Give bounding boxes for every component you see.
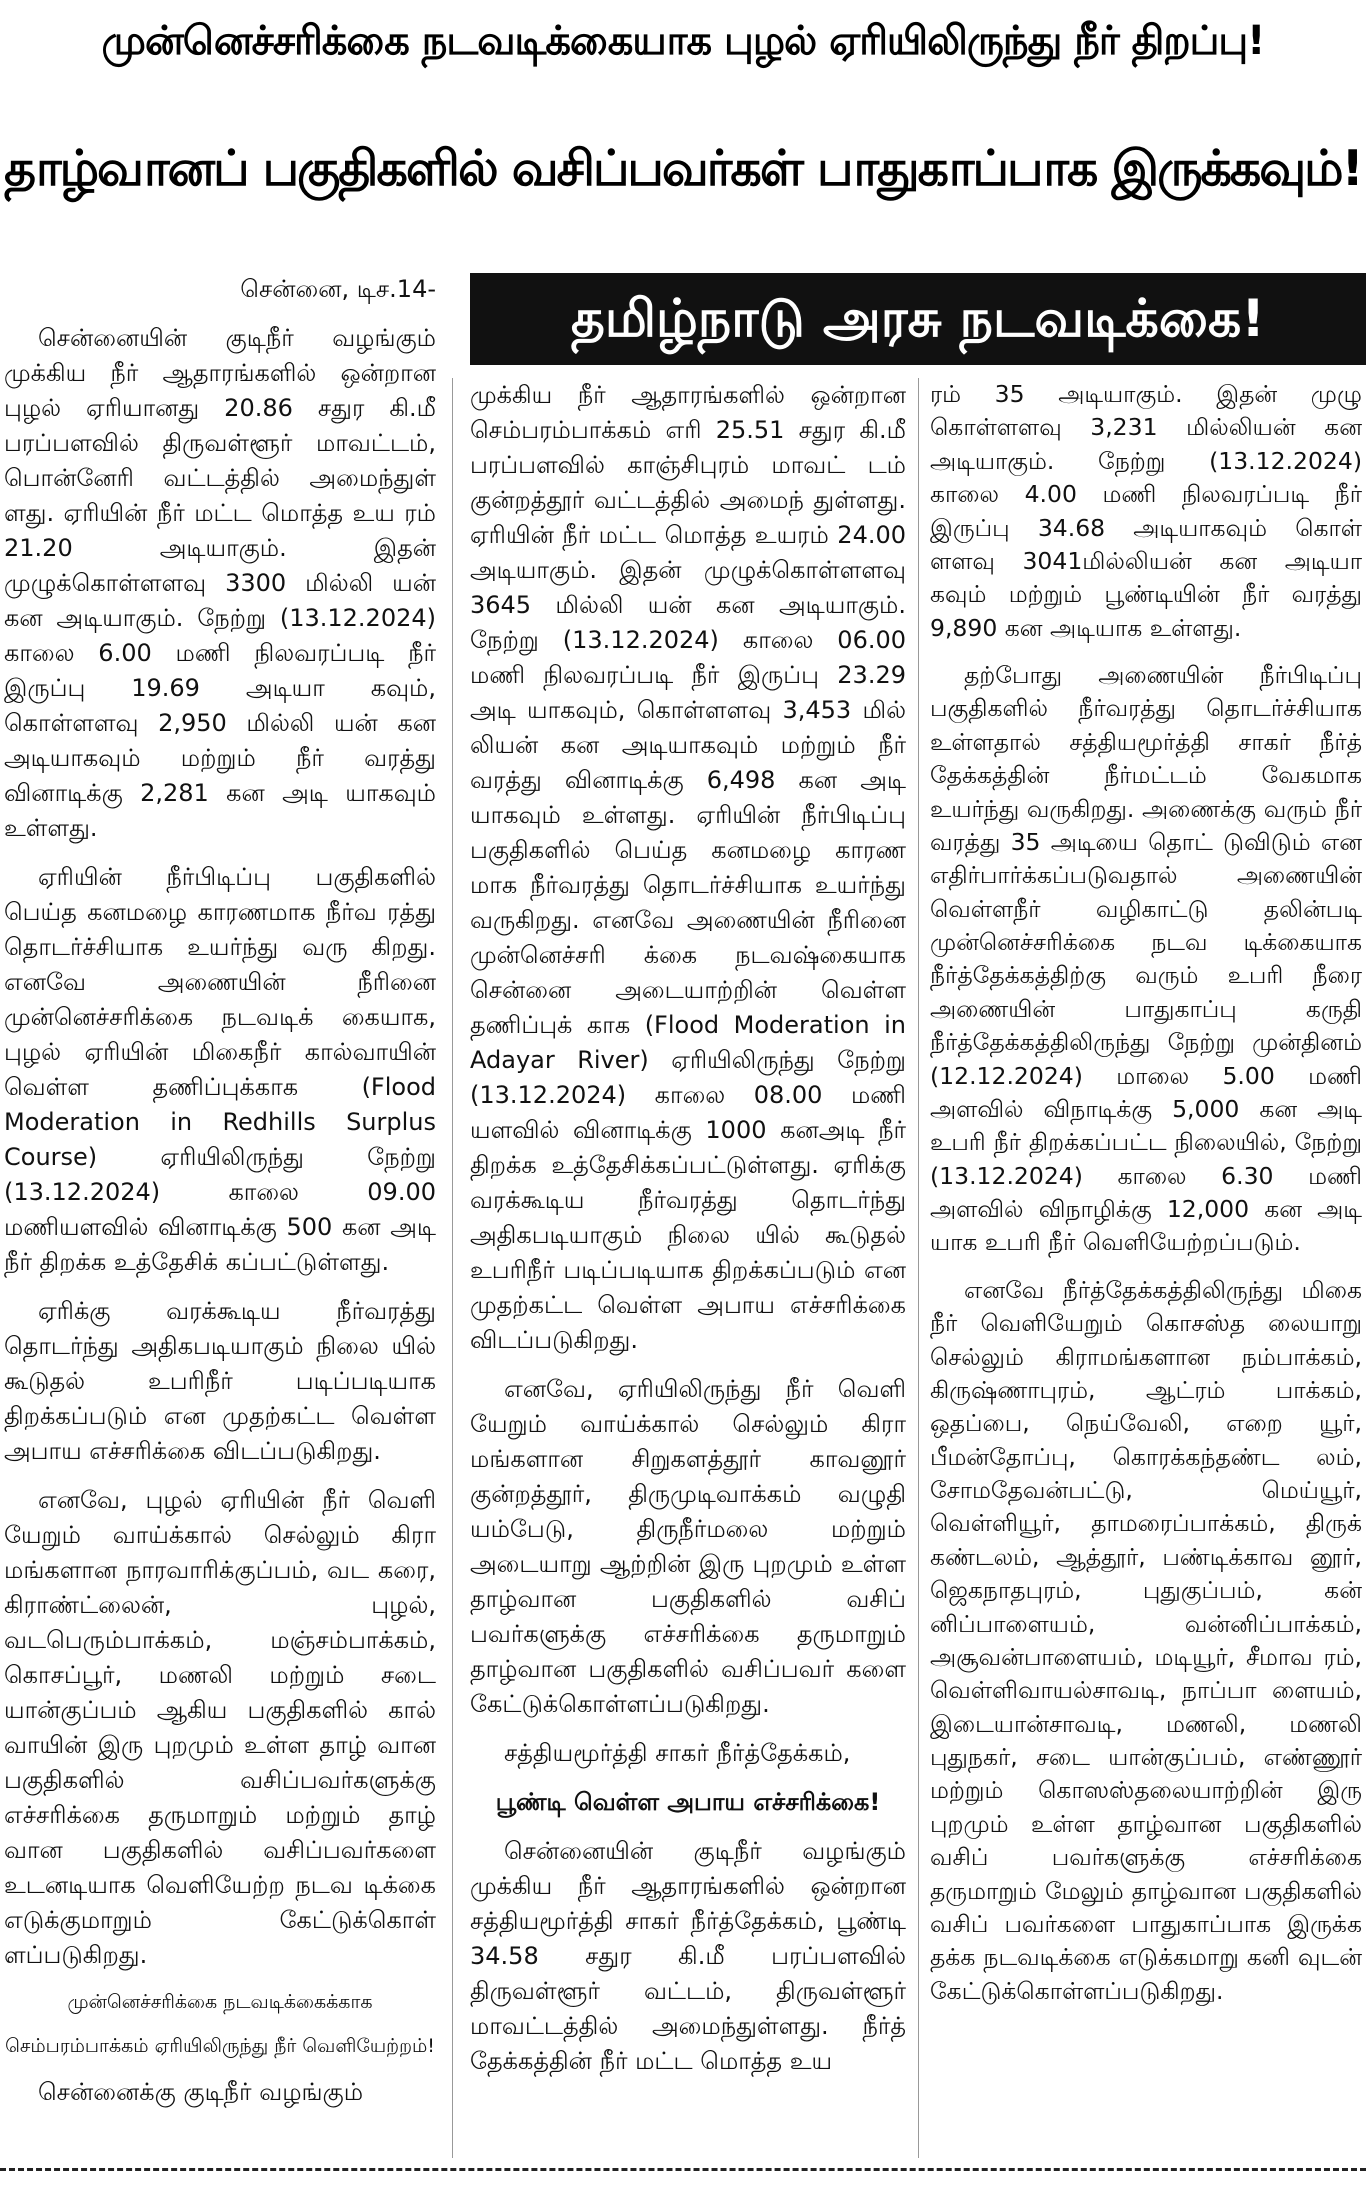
column-divider	[452, 378, 453, 2158]
article-column-3	[930, 378, 1362, 2022]
footer-dashed-rule	[0, 2168, 1366, 2171]
article-column-1	[4, 272, 436, 2124]
section-banner: தமிழ்நாடு அரசு நடவடிக்கை!	[470, 273, 1366, 365]
paragraph: எனவே, புழல் ஏரியின் நீர் வெளி யேறும் வாய்க்கால் செல்லும் கிரா மங்களான நாரவாரிக்குப்பம், வட கரை, கிராண்ட்லைன், புழல், வடபெரும்பாக்கம், மஞ்சம்பாக்கம், கொசப்பூர், மணலி மற்றும் சடை யான்குப்பம் ஆகிய பகுதிகளில் கால் வாயின் இரு புறமும் உள்ள தாழ் வான பகுதிகளில் வசிப்பவர்களுக்கு எச்சரிக்கை தருமாறும் மற்றும் தாழ் வான பகுதிகளில் வசிப்பவர்களை உடனடியாக வெளியேற்ற நடவ டிக்கை எடுக்குமாறும் கேட்டுக்கொள் ளப்படுகிறது.	[4, 1486, 436, 1969]
paragraph: ரம் 35 அடியாகும். இதன் முழு கொள்ளளவு 3,231 மில்லியன் கன அடியாகும். நேற்று (13.12.2024) காலை 4.00 மணி நிலவரப்படி நீர் இருப்பு 34.68 அடியாகவும் கொள் ளளவு 3041மில்லியன் கன அடியா கவும் மற்றும் பூண்டியின் நீர் வரத்து 9,890 கன அடியாக உள்ளது.	[930, 380, 1362, 642]
paragraph: முக்கிய நீர் ஆதாரங்களில் ஒன்றான செம்பரம்பாக்கம் எரி 25.51 சதுர கி.மீ பரப்பளவில் காஞ்சிபுரம் மாவட் டம் குன்றத்தூர் வட்டத்தில் அமைந் துள்ளது. ஏரியின் நீர் மட்ட மொத்த உயரம் 24.00 அடியாகும். இதன் முழுக்கொள்ளளவு 3645 மில்லி யன் கன அடியாகும். நேற்று (13.12.2024) காலை 06.00 மணி நிலவரப்படி நீர் இருப்பு 23.29 அடி யாகவும், கொள்ளளவு 3,453 மில் லியன் கன அடியாகவும் மற்றும் நீர் வரத்து வினாடிக்கு 6,498 கன அடி யாகவும் உள்ளது. ஏரியின் நீர்பிடிப்பு பகுதிகளில் பெய்த கனமழை காரண மாக நீர்வரத்து தொடர்ச்சியாக உயர்ந்து வருகிறது. எனவே அணையின் நீரினை முன்னெச்சரி க்கை நடவஷ்கையாக சென்னை அடையாற்றின் வெள்ள தணிப்புக் காக (Flood Moderation in Adayar River) ஏரியிலிருந்து நேற்று (13.12.2024) காலை 08.00 மணி யளவில் வினாடிக்கு 1000 கனஅடி நீர் திறக்க உத்தேசிக்கப்பட்டுள்ளது. ஏரிக்கு வரக்கூடிய நீர்வரத்து தொடர்ந்து அதிகபடியாகும் நிலை யில் கூடுதல் உபரிநீர் படிப்படியாக திறக்கப்படும் என முதற்கட்ட வெள்ள அபாய எச்சரிக்கை விடப்படுகிறது.	[470, 381, 906, 1354]
paragraph: தற்போது அணையின் நீர்பிடிப்பு பகுதிகளில் நீர்வரத்து தொடர்ச்சியாக உள்ளதால் சத்தியமூர்த்தி சாகர் நீர்த் தேக்கத்தின் நீர்மட்டம் வேகமாக உயர்ந்து வருகிறது. அணைக்கு வரும் நீர் வரத்து 35 அடியை தொட் டுவிடும் என எதிர்பார்க்கப்படுவதால் அணையின் வெள்ளநீர் வழிகாட்டு தலின்படி முன்னெச்சரிக்கை நடவ டிக்கையாக நீர்த்தேக்கத்திற்கு வரும் உபரி நீரை அணையின் பாதுகாப்பு கருதி நீர்த்தேக்கத்திலிருந்து நேற்று முன்தினம் (12.12.2024) மாலை 5.00 மணி அளவில் விநாடிக்கு 5,000 கன அடி உபரி நீர் திறக்கப்பட்ட நிலையில், நேற்று (13.12.2024) காலை 6.30 மணி அளவில் விநாழிக்கு 12,000 கன அடி யாக உபரி நீர் வெளியேற்றப்படும்.	[930, 661, 1362, 1257]
paragraph: ஏரியின் நீர்பிடிப்பு பகுதிகளில் பெய்த கனமழை காரணமாக நீர்வ ரத்து தொடர்ச்சியாக உயர்ந்து வரு கிறது. எனவே அணையின் நீரினை முன்னெச்சரிக்கை நடவடிக் கையாக, புழல் ஏரியின் மிகைநீர் கால்வாயின் வெள்ள தணிப்புக்காக (Flood Moderation in Redhills Surplus Course) ஏரியிலிருந்து நேற்று (13.12.2024) காலை 09.00 மணியளவில் வினாடிக்கு 500 கன அடி நீர் திறக்க உத்தேசிக் கப்பட்டுள்ளது.	[4, 863, 436, 1276]
subhead-small: முன்னெச்சரிக்கை நடவடிக்கைக்காக	[67, 1991, 373, 2013]
paragraph: சென்னைக்கு குடிநீர் வழங்கும்	[38, 2078, 364, 2106]
subhead-small: செம்பரம்பாக்கம் ஏரியிலிருந்து நீர் வெளியேற்றம்!	[5, 2035, 435, 2057]
article-column-2	[470, 378, 906, 2093]
subheading: பூண்டி வெள்ள அபாய எச்சரிக்கை!	[495, 1788, 881, 1816]
paragraph: சென்னையின் குடிநீர் வழங்கும் முக்கிய நீர் ஆதாரங்களில் ஒன்றான புழல் ஏரியானது 20.86 சதுர கி.மீ பரப்பளவில் திருவள்ளூர் மாவட்டம், பொன்னேரி வட்டத்தில் அமைந்துள் ளது. ஏரியின் நீர் மட்ட மொத்த உய ரம் 21.20 அடியாகும். இதன் முழுக்கொள்ளளவு 3300 மில்லி யன் கன அடியாகும். நேற்று (13.12.2024) காலை 6.00 மணி நிலவரப்படி நீர் இருப்பு 19.69 அடியா கவும், கொள்ளளவு 2,950 மில்லி யன் கன அடியாகவும் மற்றும் நீர் வரத்து வினாடிக்கு 2,281 கன அடி யாகவும் உள்ளது.	[4, 324, 436, 842]
paragraph: சென்னையின் குடிநீர் வழங்கும் முக்கிய நீர் ஆதாரங்களில் ஒன்றான சத்தியமூர்த்தி சாகர் நீர்த்தேக்கம், பூண்டி 34.58 சதுர கி.மீ பரப்பளவில் திருவள்ளூர் வட்டம், திருவள்ளூர் மாவட்டத்தில் அமைந்துள்ளது. நீர்த் தேக்கத்தின் நீர் மட்ட மொத்த உய	[470, 1837, 906, 2075]
paragraph: எனவே, ஏரியிலிருந்து நீர் வெளி யேறும் வாய்க்கால் செல்லும் கிரா மங்களான சிறுகளத்தூர் காவனூர் குன்றத்தூர், திருமுடிவாக்கம் வழுதி யம்பேடு, திருநீர்மலை மற்றும் அடையாறு ஆற்றின் இரு புறமும் உள்ள தாழ்வான பகுதிகளில் வசிப் பவர்களுக்கு எச்சரிக்கை தருமாறும் தாழ்வான பகுதிகளில் வசிப்பவர் களை கேட்டுக்கொள்ளப்படுகிறது.	[470, 1375, 906, 1718]
paragraph: ஏரிக்கு வரக்கூடிய நீர்வரத்து தொடர்ந்து அதிகபடியாகும் நிலை யில் கூடுதல் உபரிநீர் படிப்படியாக திறக்கப்படும் என முதற்கட்ட வெள்ள அபாய எச்சரிக்கை விடப்படுகிறது.	[4, 1297, 436, 1465]
dateline: சென்னை, டிச.14-	[240, 275, 436, 303]
column-divider	[918, 378, 919, 2158]
main-headline: தாழ்வானப் பகுதிகளில் வசிப்பவர்கள் பாதுகாப்பாக இருக்கவும்!	[4, 140, 1362, 197]
paragraph: எனவே நீர்த்தேக்கத்திலிருந்து மிகை நீர் வெளியேறும் கொசஸ்த லையாறு செல்லும் கிராமங்களான நம்பாக்கம், கிருஷ்ணாபுரம், ஆட்ரம் பாக்கம், ஒதப்பை, நெய்வேலி, எறை யூர், பீமன்தோப்பு, கொரக்கந்தண்ட லம், சோமதேவன்பட்டு, மெய்யூர், வெள்ளியூர், தாமரைப்பாக்கம், திருக் கண்டலம், ஆத்தூர், பண்டிக்காவ னூர், ஜெகநாதபுரம், புதுகுப்பம், கன் னிப்பாளையம், வன்னிப்பாக்கம், அசூவன்பாளையம், மடியூர், சீமாவ ரம், வெள்ளிவாயல்சாவடி, நாப்பா ளையம், இடையான்சாவடி, மணலி, மணலி புதுநகர், சடை யான்குப்பம், எண்ணூர் மற்றும் கொஸஸ்தலையாற்றின் இரு புறமும் உள்ள தாழ்வான பகுதிகளில் வசிப் பவர்களுக்கு எச்சரிக்கை தருமாறும் மேலும் தாழ்வான பகுதிகளில் வசிப் பவர்களை பாதுகாப்பாக இருக்க தக்க நடவடிக்கை எடுக்கமாறு கனி வுடன் கேட்டுக்கொள்ளப்படுகிறது.	[930, 1275, 1362, 2005]
kicker-headline: முன்னெச்சரிக்கை நடவடிக்கையாக புழல் ஏரியிலிருந்து நீர் திறப்பு!	[101, 18, 1265, 64]
paragraph: சத்தியமூர்த்தி சாகர் நீர்த்தேக்கம்,	[504, 1739, 851, 1767]
